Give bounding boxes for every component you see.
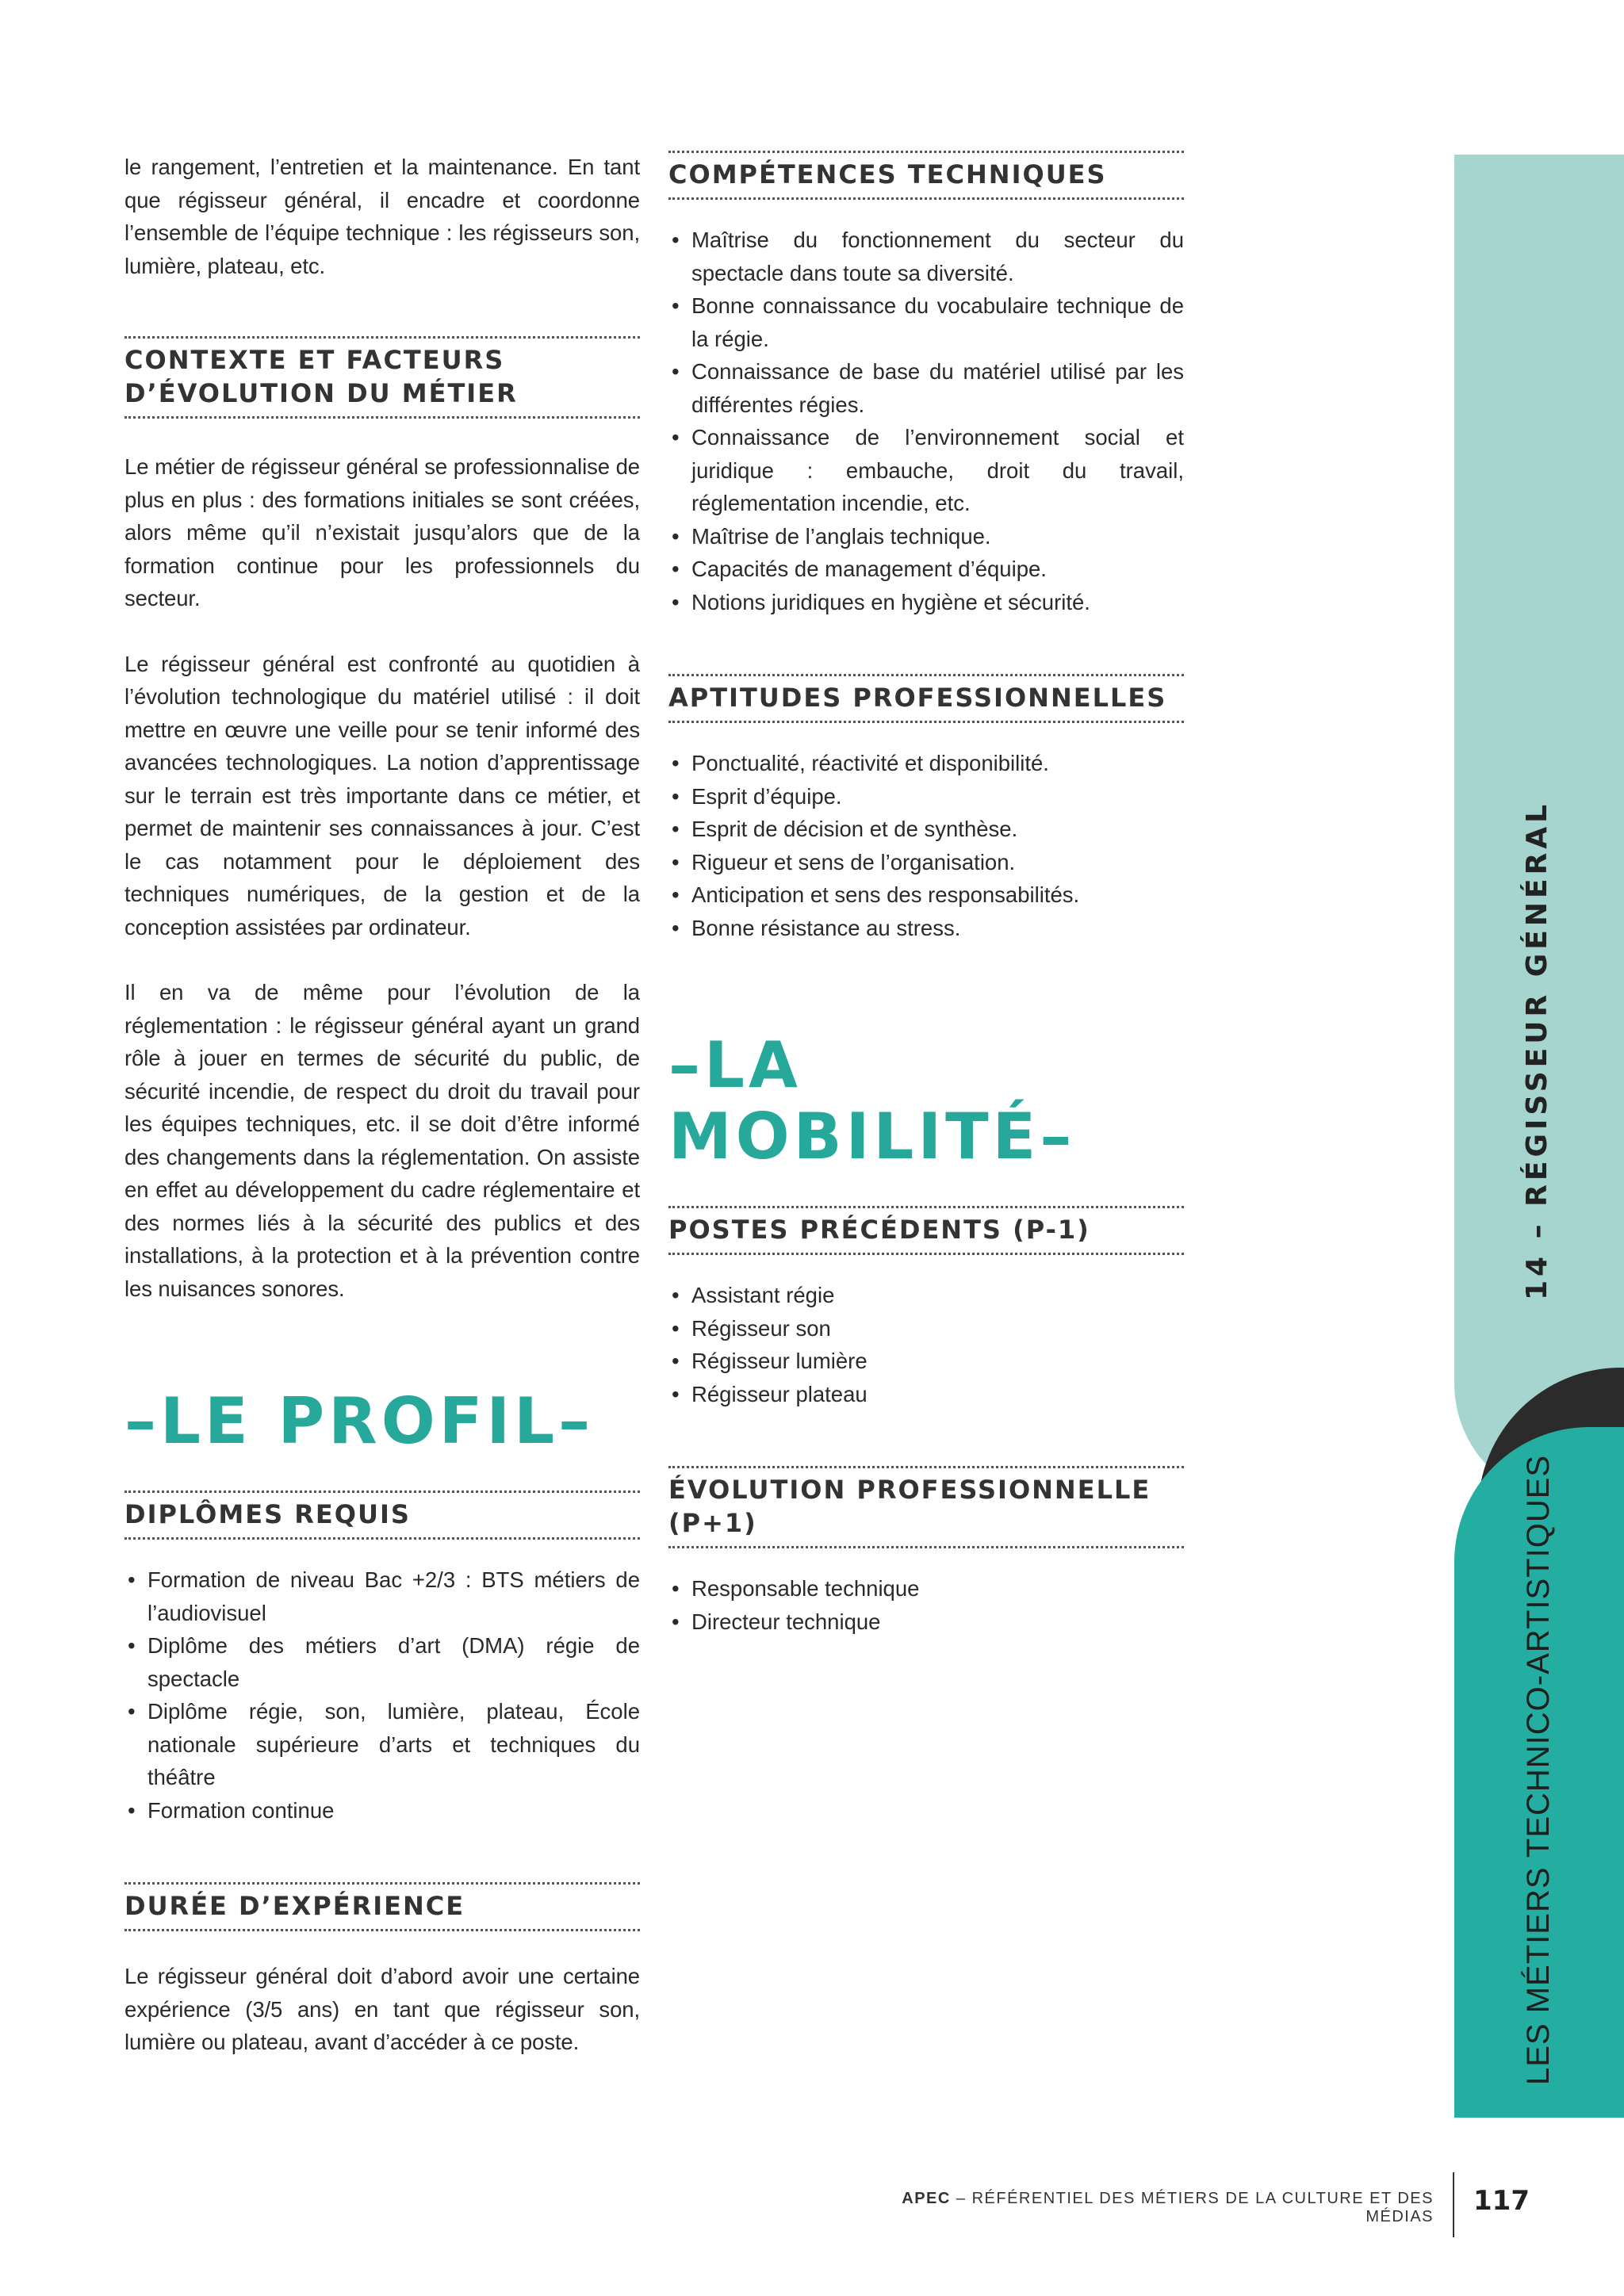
poste-item: • Assistant régie xyxy=(668,1279,1184,1312)
evolution-list xyxy=(668,1572,1184,1638)
evolution-item: • Responsable technique xyxy=(668,1572,1184,1605)
aptitude-item: • Anticipation et sens des responsabilités. xyxy=(668,878,1184,912)
competence-item: • Notions juridiques en hygiène et sécurité. xyxy=(668,586,1184,619)
evolution-heading: ÉVOLUTION PROFESSIONNELLE (P+1) xyxy=(668,1466,1184,1548)
poste-item: • Régisseur lumière xyxy=(668,1345,1184,1378)
diplome-item: • Formation de niveau Bac +2/3 : BTS métiers de l’audiovisuel xyxy=(124,1563,640,1629)
section-label: LES MÉTIERS TECHNICO-ARTISTIQUES xyxy=(1521,1454,1556,2085)
competence-item: • Connaissance de base du matériel utilisé par les différentes régies. xyxy=(668,355,1184,421)
mobilite-title: –LA MOBILITÉ– xyxy=(668,1028,1076,1173)
context-paragraph-3: Il en va de même pour l’évolution de la réglementation : le régisseur général ayant un grand rôle à jouer en termes de sécurité du public, de sécurité incendie, de respect du droit du travail pour les équipes techniques, etc. il se doit d’être informé des changements dans la réglementation. On assiste en effet au développement du cadre réglementaire et des normes liés à la sécurité des publics et des installations, à la protection et à la prévention contre les nuisances sonores. xyxy=(124,980,640,1301)
right-column xyxy=(668,151,1184,1638)
aptitude-item: • Rigueur et sens de l’organisation. xyxy=(668,846,1184,879)
competence-item: • Maîtrise du fonctionnement du secteur du spectacle dans toute sa diversité. xyxy=(668,224,1184,289)
competence-item: • Capacités de management d’équipe. xyxy=(668,553,1184,586)
aptitude-item: • Esprit de décision et de synthèse. xyxy=(668,813,1184,846)
footer-divider xyxy=(1453,2172,1454,2237)
competences-list xyxy=(668,224,1184,618)
left-column xyxy=(124,151,640,2059)
diplome-item: • Diplôme régie, son, lumière, plateau, École nationale supérieure d’arts et techniques du théâtre xyxy=(124,1695,640,1794)
aptitude-item: • Esprit d’équipe. xyxy=(668,780,1184,813)
chapter-label: 14 – RÉGISSEUR GÉNÉRAL xyxy=(1521,800,1553,1300)
context-paragraph-1: Le métier de régisseur général se professionnalise de plus en plus : des formations initiales se sont créées, alors même qu’il n’existait jusqu’alors que de la formation continue pour les professionnels du secteur. xyxy=(124,454,640,610)
footer-brand: APEC xyxy=(902,2190,951,2207)
poste-item: • Régisseur son xyxy=(668,1312,1184,1345)
duree-heading: DURÉE D’EXPÉRIENCE xyxy=(124,1882,640,1931)
footer-text: – RÉFÉRENTIEL DES MÉTIERS DE LA CULTURE ET DES MÉDIAS xyxy=(950,2190,1434,2225)
competence-item: • Bonne connaissance du vocabulaire technique de la régie. xyxy=(668,289,1184,355)
intro-paragraph: le rangement, l’entretien et la maintenance. En tant que régisseur général, il encadre et coordonne l’ensemble de l’équipe technique : les régisseurs son, lumière, plateau, etc. xyxy=(124,155,640,278)
context-heading: CONTEXTE ET FACTEURS D’ÉVOLUTION DU MÉTIER xyxy=(124,336,640,419)
diplome-item: • Formation continue xyxy=(124,1794,640,1827)
footer xyxy=(872,2190,1434,2226)
evolution-item: • Directeur technique xyxy=(668,1605,1184,1639)
aptitudes-heading: APTITUDES PROFESSIONNELLES xyxy=(668,674,1184,723)
duree-paragraph: Le régisseur général doit d’abord avoir une certaine expérience (3/5 ans) en tant que régisseur son, lumière ou plateau, avant d’accéder à ce poste. xyxy=(124,1964,640,2054)
diplomes-heading: DIPLÔMES REQUIS xyxy=(124,1490,640,1540)
competences-heading: COMPÉTENCES TECHNIQUES xyxy=(668,151,1184,200)
profil-title: –LE PROFIL– xyxy=(124,1384,595,1458)
page-number: 117 xyxy=(1473,2185,1530,2217)
postes-heading: POSTES PRÉCÉDENTS (P-1) xyxy=(668,1206,1184,1255)
context-paragraph-2: Le régisseur général est confronté au quotidien à l’évolution technologique du matériel utilisé : il doit mettre en œuvre une veille pour se tenir informé des avancées technologiques. La notion d’apprentissage sur le terrain est très importante dans ce métier, et permet de maintenir ses connaissances à jour. C’est le cas notamment pour le déploiement des techniques numériques, de la gestion et de la conception assistées par ordinateur. xyxy=(124,651,640,939)
poste-item: • Régisseur plateau xyxy=(668,1378,1184,1411)
aptitude-item: • Bonne résistance au stress. xyxy=(668,912,1184,945)
postes-list xyxy=(668,1279,1184,1410)
diplomes-list xyxy=(124,1563,640,1827)
aptitudes-list xyxy=(668,747,1184,944)
competence-item: • Maîtrise de l’anglais technique. xyxy=(668,520,1184,553)
diplome-item: • Diplôme des métiers d’art (DMA) régie de spectacle xyxy=(124,1629,640,1695)
competence-item: • Connaissance de l’environnement social et juridique : embauche, droit du travail, réglementation incendie, etc. xyxy=(668,421,1184,520)
aptitude-item: • Ponctualité, réactivité et disponibilité. xyxy=(668,747,1184,780)
